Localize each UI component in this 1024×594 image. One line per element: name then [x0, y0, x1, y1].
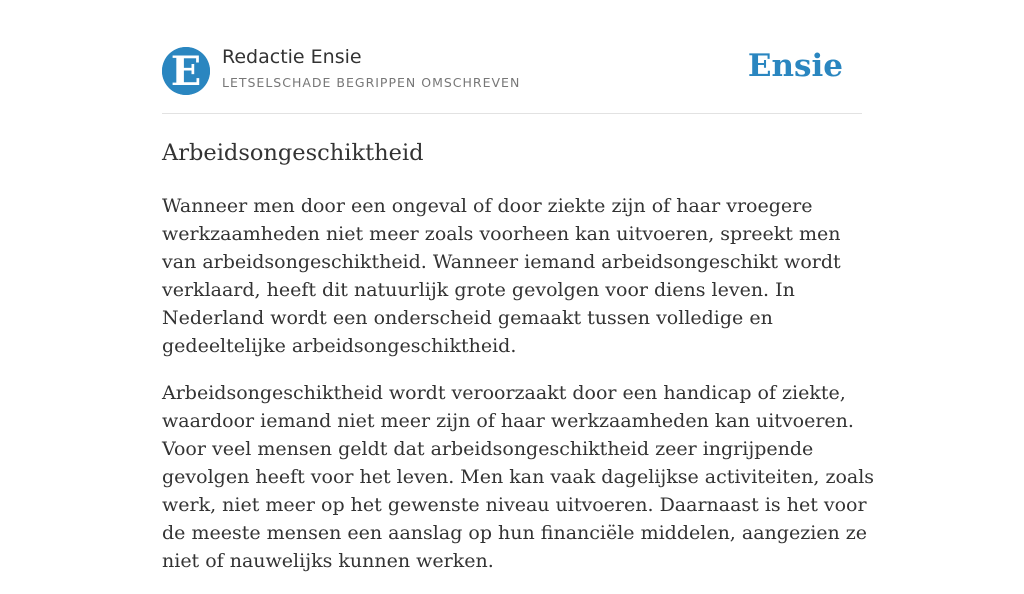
author-avatar[interactable] [162, 47, 210, 95]
article-paragraph: Arbeidsongeschiktheid wordt veroorzaakt door een handicap of ziekte, waardoor iemand niet meer zijn of haar werkzaamheden kan uitvoeren. Voor veel mensen geldt dat arbeidsongeschiktheid zeer ingrijpende gevolgen heeft voor het leven. Men kan vaak dagelijkse activiteiten, zoals werk, niet meer op het gewenste niveau uitvoeren. Daarnaast is het voor de meeste mensen een aanslag op hun financiële middelen, aangezien ze niet of nauwelijks kunnen werken. [162, 382, 875, 572]
article-paragraph: Wanneer men door een ongeval of door ziekte zijn of haar vroegere werkzaamheden niet meer zoals voorheen kan uitvoeren, spreekt men van arbeidsongeschiktheid. Wanneer iemand arbeidsongeschikt wordt verklaard, heeft dit natuurlijk grote gevolgen voor diens leven. In Nederland wordt een onderscheid gemaakt tussen volledige en gedeeltelijke arbeidsongeschiktheid. [162, 195, 841, 357]
avatar-letter: E [170, 48, 202, 95]
header-divider [162, 113, 862, 114]
author-name[interactable]: Redactie Ensie [222, 46, 362, 68]
author-subtitle: LETSELSCHADE BEGRIPPEN OMSCHREVEN [222, 75, 521, 90]
ensie-e-logo-icon [162, 47, 210, 95]
article-title: Arbeidsongeschiktheid [162, 140, 424, 166]
article [162, 136, 877, 594]
brand-logo[interactable]: Ensie [747, 48, 843, 84]
header [162, 45, 862, 97]
